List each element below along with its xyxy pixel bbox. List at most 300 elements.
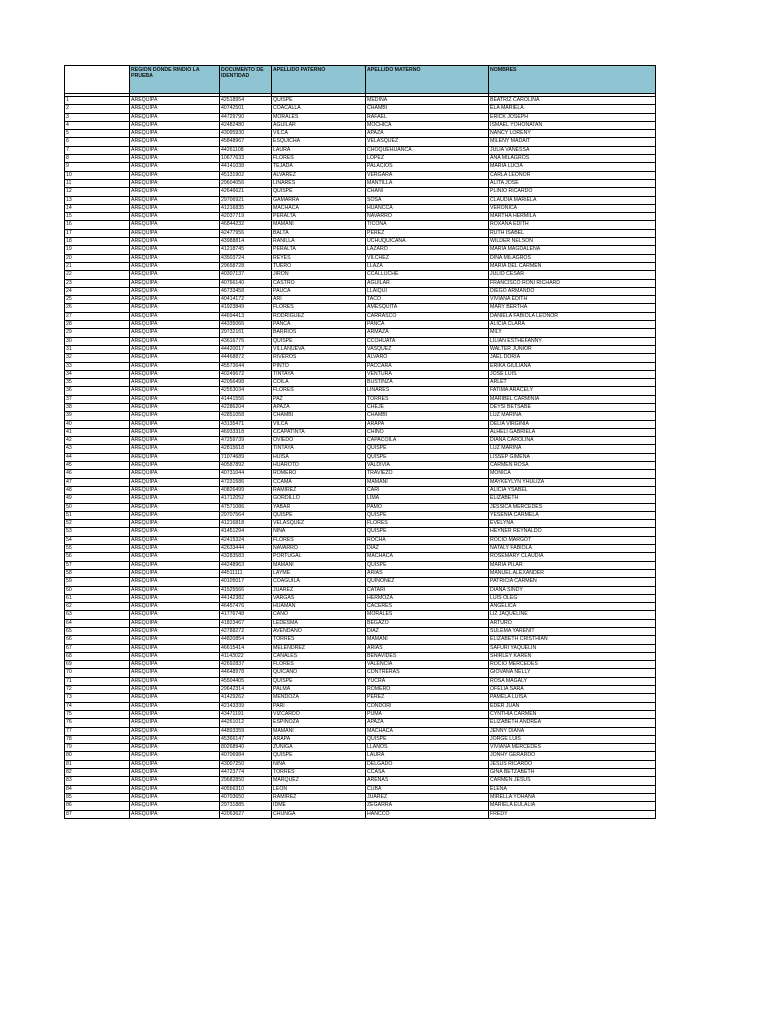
region-cell: AREQUIPA — [130, 802, 220, 810]
table-row — [65, 329, 656, 337]
region-cell: AREQUIPA — [130, 379, 220, 387]
names-cell: JORGE LUIS — [489, 735, 656, 743]
document-cell: 41823467 — [220, 619, 272, 627]
document-cell: 41429262 — [220, 694, 272, 702]
row-number: 15 — [65, 213, 130, 221]
header-region: REGION DONDE RINDIO LA PRUEBA — [130, 66, 220, 94]
paternal-surname-cell: CHUNGA — [272, 810, 366, 818]
names-cell: MIRELLA YOHANA — [489, 793, 656, 801]
region-cell: AREQUIPA — [130, 403, 220, 411]
table-row — [65, 520, 656, 528]
region-cell: AREQUIPA — [130, 486, 220, 494]
region-cell: AREQUIPA — [130, 611, 220, 619]
paternal-surname-cell: LINARES — [272, 179, 366, 187]
names-cell: OFELIA SARA — [489, 686, 656, 694]
maternal-surname-cell: PANCA — [366, 321, 489, 329]
names-cell: RUTH ISABEL — [489, 229, 656, 237]
table-row — [65, 262, 656, 270]
document-cell: 43283583 — [220, 553, 272, 561]
table-row — [65, 661, 656, 669]
document-cell: 41441556 — [220, 395, 272, 403]
row-number: 37 — [65, 395, 130, 403]
region-cell: AREQUIPA — [130, 229, 220, 237]
paternal-surname-cell: TINTAYA — [272, 445, 366, 453]
names-cell: SAFURI YAQUELIN — [489, 644, 656, 652]
maternal-surname-cell: VELASQUEZ — [366, 138, 489, 146]
region-cell: AREQUIPA — [130, 719, 220, 727]
names-cell: CYNTHIA CARMEN — [489, 710, 656, 718]
region-cell: AREQUIPA — [130, 395, 220, 403]
header-names: NOMBRES — [489, 66, 656, 94]
document-cell: 40703650 — [220, 793, 272, 801]
names-cell: LILIAN ESTHEFANNY — [489, 337, 656, 345]
region-cell: AREQUIPA — [130, 163, 220, 171]
paternal-surname-cell: TORRES — [272, 636, 366, 644]
row-number: 14 — [65, 204, 130, 212]
names-cell: VIVIANA EDITH — [489, 296, 656, 304]
paternal-surname-cell: RAMIREZ — [272, 486, 366, 494]
row-number: 43 — [65, 445, 130, 453]
row-number: 78 — [65, 735, 130, 743]
paternal-surname-cell: COACALLA — [272, 105, 366, 113]
document-cell: 44420017 — [220, 345, 272, 353]
table-row — [65, 428, 656, 436]
maternal-surname-cell: DELGADO — [366, 760, 489, 768]
document-cell: 46615414 — [220, 644, 272, 652]
region-cell: AREQUIPA — [130, 553, 220, 561]
paternal-surname-cell: VELASQUEZ — [272, 520, 366, 528]
maternal-surname-cell: ARAPA — [366, 420, 489, 428]
maternal-surname-cell: FLORES — [366, 520, 489, 528]
region-cell: AREQUIPA — [130, 470, 220, 478]
table-row — [65, 594, 656, 602]
table-row — [65, 628, 656, 636]
maternal-surname-cell: LAZARO — [366, 246, 489, 254]
paternal-surname-cell: HUAMAN — [272, 603, 366, 611]
table-row — [65, 221, 656, 229]
row-number: 74 — [65, 702, 130, 710]
paternal-surname-cell: PINTO — [272, 362, 366, 370]
row-number: 48 — [65, 486, 130, 494]
region-cell: AREQUIPA — [130, 702, 220, 710]
row-number: 65 — [65, 628, 130, 636]
paternal-surname-cell: CCAMA — [272, 478, 366, 486]
table-row — [65, 279, 656, 287]
row-number: 35 — [65, 379, 130, 387]
row-number: 49 — [65, 495, 130, 503]
maternal-surname-cell: YUCRA — [366, 677, 489, 685]
paternal-surname-cell: VARGAS — [272, 594, 366, 602]
row-number: 46 — [65, 470, 130, 478]
row-number: 39 — [65, 412, 130, 420]
document-cell: 47259739 — [220, 437, 272, 445]
region-cell: AREQUIPA — [130, 362, 220, 370]
table-row — [65, 719, 656, 727]
table-row — [65, 246, 656, 254]
document-cell: 44694413 — [220, 312, 272, 320]
region-cell: AREQUIPA — [130, 262, 220, 270]
document-cell: 44261012 — [220, 719, 272, 727]
row-number: 45 — [65, 462, 130, 470]
maternal-surname-cell: TACO — [366, 296, 489, 304]
maternal-surname-cell: APAZA — [366, 130, 489, 138]
row-number: 55 — [65, 545, 130, 553]
table-row — [65, 345, 656, 353]
row-number: 4 — [65, 121, 130, 129]
maternal-surname-cell: JUAREZ — [366, 793, 489, 801]
names-cell: ELIZABETH ANDREA — [489, 719, 656, 727]
paternal-surname-cell: TEJADA — [272, 163, 366, 171]
row-number: 61 — [65, 594, 130, 602]
names-cell: ELIZABETH CRISTHIAN — [489, 636, 656, 644]
names-cell: JESUS RICARDO — [489, 760, 656, 768]
names-cell: MARIA LUCIA — [489, 163, 656, 171]
row-number: 58 — [65, 569, 130, 577]
names-cell: VIVIANA MERCEDES — [489, 744, 656, 752]
maternal-surname-cell: CHAMBI — [366, 105, 489, 113]
region-cell: AREQUIPA — [130, 528, 220, 536]
maternal-surname-cell: QUISPE — [366, 445, 489, 453]
region-cell: AREQUIPA — [130, 545, 220, 553]
maternal-surname-cell: VERGARA — [366, 171, 489, 179]
region-cell: AREQUIPA — [130, 354, 220, 362]
paternal-surname-cell: GAMARRA — [272, 196, 366, 204]
region-cell: AREQUIPA — [130, 810, 220, 818]
document-cell: 44468872 — [220, 354, 272, 362]
document-cell: 29707564 — [220, 511, 272, 519]
paternal-surname-cell: QUISPE — [272, 752, 366, 760]
region-cell: AREQUIPA — [130, 296, 220, 304]
table-row — [65, 238, 656, 246]
table-row — [65, 578, 656, 586]
names-cell: LISSEP GIMENA — [489, 453, 656, 461]
names-cell: ISMAEL YOHONATAN — [489, 121, 656, 129]
document-cell: 41776748 — [220, 611, 272, 619]
maternal-surname-cell: CUBA — [366, 785, 489, 793]
document-cell: 29604056 — [220, 179, 272, 187]
names-cell: JAEL DORIA — [489, 354, 656, 362]
document-cell: 29732161 — [220, 329, 272, 337]
row-number: 53 — [65, 528, 130, 536]
names-cell: ROSEMARY CLAUDIA — [489, 553, 656, 561]
region-cell: AREQUIPA — [130, 254, 220, 262]
row-number: 79 — [65, 744, 130, 752]
document-cell: 44248963 — [220, 561, 272, 569]
maternal-surname-cell: QUIÑONEZ — [366, 578, 489, 586]
maternal-surname-cell: HUANCCA — [366, 204, 489, 212]
names-cell: DINA MILAGROS — [489, 254, 656, 262]
region-cell: AREQUIPA — [130, 536, 220, 544]
names-cell: ALHELI GABRIELA — [489, 428, 656, 436]
row-number: 73 — [65, 694, 130, 702]
maternal-surname-cell: VENTURA — [366, 370, 489, 378]
names-cell: FRANCISCO RONI RICHARD — [489, 279, 656, 287]
region-cell: AREQUIPA — [130, 155, 220, 163]
row-number: 17 — [65, 229, 130, 237]
names-cell: MILENY MADAIT — [489, 138, 656, 146]
names-cell: MARIBEL CARMINIA — [489, 395, 656, 403]
row-number: 47 — [65, 478, 130, 486]
region-cell: AREQUIPA — [130, 370, 220, 378]
row-number: 22 — [65, 271, 130, 279]
names-cell: LUZ MARINA — [489, 445, 656, 453]
region-cell: AREQUIPA — [130, 710, 220, 718]
paternal-surname-cell: ALVAREZ — [272, 171, 366, 179]
row-number: 72 — [65, 686, 130, 694]
row-number: 44 — [65, 453, 130, 461]
document-cell: 42477956 — [220, 229, 272, 237]
paternal-surname-cell: MENDOZA — [272, 694, 366, 702]
maternal-surname-cell: VALDIVIA — [366, 462, 489, 470]
maternal-surname-cell: MACHACA — [366, 553, 489, 561]
paternal-surname-cell: LAYME — [272, 569, 366, 577]
paternal-surname-cell: OVIEDO — [272, 437, 366, 445]
row-number: 12 — [65, 188, 130, 196]
table-row — [65, 702, 656, 710]
table-row — [65, 603, 656, 611]
names-cell: ALITA JOSE — [489, 179, 656, 187]
table-row — [65, 503, 656, 511]
row-number: 69 — [65, 661, 130, 669]
row-number: 7 — [65, 146, 130, 154]
row-number: 10 — [65, 171, 130, 179]
region-cell: AREQUIPA — [130, 337, 220, 345]
paternal-surname-cell: FLORES — [272, 536, 366, 544]
paternal-surname-cell: MELENDREZ — [272, 644, 366, 652]
document-cell: 43988814 — [220, 238, 272, 246]
region-cell: AREQUIPA — [130, 735, 220, 743]
region-cell: AREQUIPA — [130, 503, 220, 511]
maternal-surname-cell: ALVARO — [366, 354, 489, 362]
table-row — [65, 752, 656, 760]
row-number: 29 — [65, 329, 130, 337]
names-cell: ROXANA EDITH — [489, 221, 656, 229]
names-cell: EDER JUAN — [489, 702, 656, 710]
table-row — [65, 437, 656, 445]
document-cell: 41525566 — [220, 586, 272, 594]
document-cell: 42646621 — [220, 188, 272, 196]
document-cell: 42143339 — [220, 702, 272, 710]
maternal-surname-cell: CACERES — [366, 603, 489, 611]
paternal-surname-cell: LEDESMA — [272, 619, 366, 627]
table-row — [65, 130, 656, 138]
row-number: 86 — [65, 802, 130, 810]
table-row — [65, 379, 656, 387]
maternal-surname-cell: PALACIOS — [366, 163, 489, 171]
names-cell: WALTER JUNIOR — [489, 345, 656, 353]
maternal-surname-cell: LLANOS — [366, 744, 489, 752]
region-cell: AREQUIPA — [130, 345, 220, 353]
maternal-surname-cell: MAMANI — [366, 478, 489, 486]
maternal-surname-cell: QUISPE — [366, 528, 489, 536]
maternal-surname-cell: VASQUEZ — [366, 345, 489, 353]
maternal-surname-cell: BEGAZO — [366, 619, 489, 627]
region-cell: AREQUIPA — [130, 636, 220, 644]
names-cell: CARLA LEONOR — [489, 171, 656, 179]
document-cell: 40566310 — [220, 785, 272, 793]
names-cell: ROCIO MARGOT — [489, 536, 656, 544]
paternal-surname-cell: QUISPE — [272, 677, 366, 685]
document-cell: 44723774 — [220, 769, 272, 777]
names-cell: EVELYNA — [489, 520, 656, 528]
paternal-surname-cell: PALMA — [272, 686, 366, 694]
document-cell: 40105017 — [220, 578, 272, 586]
maternal-surname-cell: TORRES — [366, 395, 489, 403]
names-cell: ELA MARIELA — [489, 105, 656, 113]
maternal-surname-cell: LAURA — [366, 752, 489, 760]
paternal-surname-cell: PANCA — [272, 321, 366, 329]
names-cell: MARIA MAGDALENA — [489, 246, 656, 254]
row-number: 27 — [65, 312, 130, 320]
table-row — [65, 113, 656, 121]
document-cell: 46933318 — [220, 428, 272, 436]
maternal-surname-cell: ARMAZA — [366, 329, 489, 337]
region-cell: AREQUIPA — [130, 594, 220, 602]
region-cell: AREQUIPA — [130, 196, 220, 204]
document-cell: 42063627 — [220, 810, 272, 818]
table-row — [65, 304, 656, 312]
row-number: 76 — [65, 719, 130, 727]
document-cell: 40249672 — [220, 370, 272, 378]
maternal-surname-cell: CHINO — [366, 428, 489, 436]
document-cell: 42633444 — [220, 545, 272, 553]
table-row — [65, 478, 656, 486]
region-cell: AREQUIPA — [130, 652, 220, 660]
maternal-surname-cell: CHEJE — [366, 403, 489, 411]
table-row — [65, 694, 656, 702]
paternal-surname-cell: BARRIOS — [272, 329, 366, 337]
paternal-surname-cell: HUISA — [272, 453, 366, 461]
region-cell: AREQUIPA — [130, 777, 220, 785]
document-cell: 42553034 — [220, 387, 272, 395]
table-row — [65, 652, 656, 660]
document-cell: 44141038 — [220, 163, 272, 171]
table-row — [65, 785, 656, 793]
names-cell: DELIA VIRGINIA — [489, 420, 656, 428]
names-cell: DIANA SINDY — [489, 586, 656, 594]
table-row — [65, 553, 656, 561]
document-cell: 41451294 — [220, 528, 272, 536]
table-row — [65, 760, 656, 768]
names-cell: MARY BERTHA — [489, 304, 656, 312]
document-cell: 29706921 — [220, 196, 272, 204]
index-header — [65, 66, 130, 94]
maternal-surname-cell: HANCCO — [366, 810, 489, 818]
table-row — [65, 312, 656, 320]
paternal-surname-cell: QUISPE — [272, 337, 366, 345]
row-number: 56 — [65, 553, 130, 561]
region-cell: AREQUIPA — [130, 462, 220, 470]
region-cell: AREQUIPA — [130, 420, 220, 428]
document-cell: 43135471 — [220, 420, 272, 428]
maternal-surname-cell: TICONA — [366, 221, 489, 229]
maternal-surname-cell: AGUILAR — [366, 279, 489, 287]
maternal-surname-cell: PEREZ — [366, 229, 489, 237]
document-cell: 44511111 — [220, 569, 272, 577]
row-number: 67 — [65, 644, 130, 652]
names-cell: JULIA VANESSA — [489, 146, 656, 154]
paternal-surname-cell: MAMANI — [272, 727, 366, 735]
document-cell: 44335066 — [220, 321, 272, 329]
names-cell: MARIELA EULALIA — [489, 802, 656, 810]
row-number: 25 — [65, 296, 130, 304]
table-row — [65, 395, 656, 403]
names-cell: MARIA DEL CARMEN — [489, 262, 656, 270]
document-cell: 43616776 — [220, 337, 272, 345]
paternal-surname-cell: VILCA — [272, 420, 366, 428]
maternal-surname-cell: LOPEZ — [366, 155, 489, 163]
names-cell: ALICIA YSABEL — [489, 486, 656, 494]
region-cell: AREQUIPA — [130, 511, 220, 519]
row-number: 83 — [65, 777, 130, 785]
row-number: 28 — [65, 321, 130, 329]
region-cell: AREQUIPA — [130, 644, 220, 652]
names-cell: FREDY — [489, 810, 656, 818]
table-row — [65, 254, 656, 262]
table-row — [65, 644, 656, 652]
table-row — [65, 769, 656, 777]
names-cell: DIEGO ARMANDO — [489, 287, 656, 295]
row-number: 9 — [65, 163, 130, 171]
table-row — [65, 155, 656, 163]
document-cell: 44729790 — [220, 113, 272, 121]
paternal-surname-cell: CANALES — [272, 652, 366, 660]
document-cell: 40706984 — [220, 752, 272, 760]
paternal-surname-cell: RANILLA — [272, 238, 366, 246]
maternal-surname-cell: MOCHICA — [366, 121, 489, 129]
region-cell: AREQUIPA — [130, 677, 220, 685]
paternal-surname-cell: QUISPE — [272, 97, 366, 105]
region-cell: AREQUIPA — [130, 793, 220, 801]
row-number: 18 — [65, 238, 130, 246]
document-cell: 40742501 — [220, 105, 272, 113]
document-cell: 41216818 — [220, 520, 272, 528]
row-number: 33 — [65, 362, 130, 370]
maternal-surname-cell: CCALLUCHE — [366, 271, 489, 279]
header-document: DOCUMENTO DE IDENTIDAD — [220, 66, 272, 94]
maternal-surname-cell: QUISPE — [366, 561, 489, 569]
table-row — [65, 735, 656, 743]
table-row — [65, 677, 656, 685]
table-row — [65, 412, 656, 420]
maternal-surname-cell: SOSA — [366, 196, 489, 204]
row-number: 68 — [65, 652, 130, 660]
row-number: 60 — [65, 586, 130, 594]
table-row — [65, 802, 656, 810]
names-cell: CARMEN JESUS — [489, 777, 656, 785]
table-row — [65, 204, 656, 212]
paternal-surname-cell: PAUCA — [272, 287, 366, 295]
table-row — [65, 337, 656, 345]
row-number: 75 — [65, 710, 130, 718]
maternal-surname-cell: MAMANI — [366, 636, 489, 644]
maternal-surname-cell: MEDINA — [366, 97, 489, 105]
region-cell: AREQUIPA — [130, 321, 220, 329]
row-number: 63 — [65, 611, 130, 619]
names-cell: SULEMA YARENIT — [489, 628, 656, 636]
names-cell: FATIMA ARACELY — [489, 387, 656, 395]
paternal-surname-cell: ZUÑIGA — [272, 744, 366, 752]
document-cell: 29731885 — [220, 802, 272, 810]
region-cell: AREQUIPA — [130, 97, 220, 105]
table-row — [65, 686, 656, 694]
row-number: 2 — [65, 105, 130, 113]
row-number: 3 — [65, 113, 130, 121]
document-cell: 43471191 — [220, 710, 272, 718]
paternal-surname-cell: COILA — [272, 379, 366, 387]
paternal-surname-cell: PORTUGAL — [272, 553, 366, 561]
paternal-surname-cell: FLORES — [272, 387, 366, 395]
